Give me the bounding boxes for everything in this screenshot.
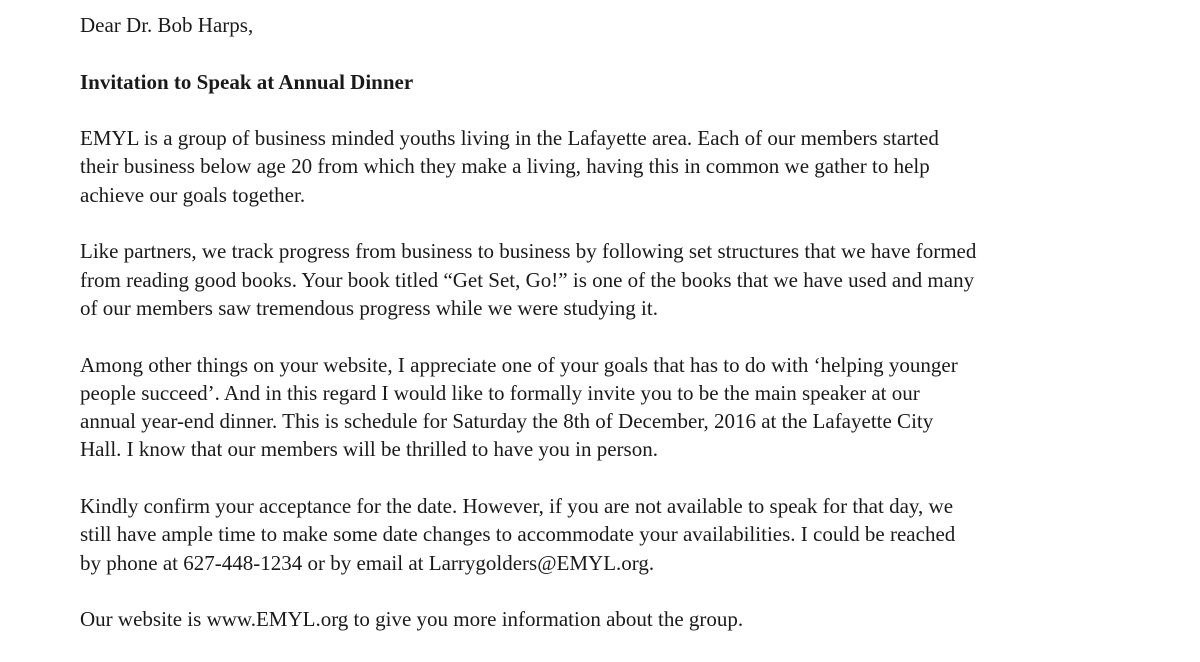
paragraph-about-emyl: EMYL is a group of business minded youths living in the Lafayette area. Each of our members started their business below age 20 from which they make a living, having this in common we gather to help achieve our goals together. bbox=[80, 126, 939, 207]
paragraph-contact: Kindly confirm your acceptance for the date. However, if you are not available to speak for that day, we still have ample time to make some date changes to accommodate your availabilities. I could be reached by phone at 627-448-1234 or by email at Larrygolders@EMYL.org. bbox=[80, 494, 956, 575]
letter-subject: Invitation to Speak at Annual Dinner bbox=[80, 69, 414, 94]
letter-body bbox=[80, 11, 1120, 662]
paragraph-website: Our website is www.EMYL.org to give you more information about the group. bbox=[80, 607, 744, 632]
letter-salutation: Dear Dr. Bob Harps, bbox=[80, 13, 254, 37]
paragraph-invitation: Among other things on your website, I appreciate one of your goals that has to do with ‘helping younger people succeed’. And in this regard I would like to formally invite you to be the main speaker at our annual year-end dinner. This is schedule for Saturday the 8th of December, 2016 at the Lafayette City Hall. I know that our members will be thrilled to have you in person. bbox=[80, 352, 958, 462]
paragraph-book-reference: Like partners, we track progress from business to business by following set structures that we have formed from reading good books. Your book titled “Get Set, Go!” is one of the books that we have used and many of our members saw tremendous progress while we were studying it. bbox=[80, 239, 977, 320]
